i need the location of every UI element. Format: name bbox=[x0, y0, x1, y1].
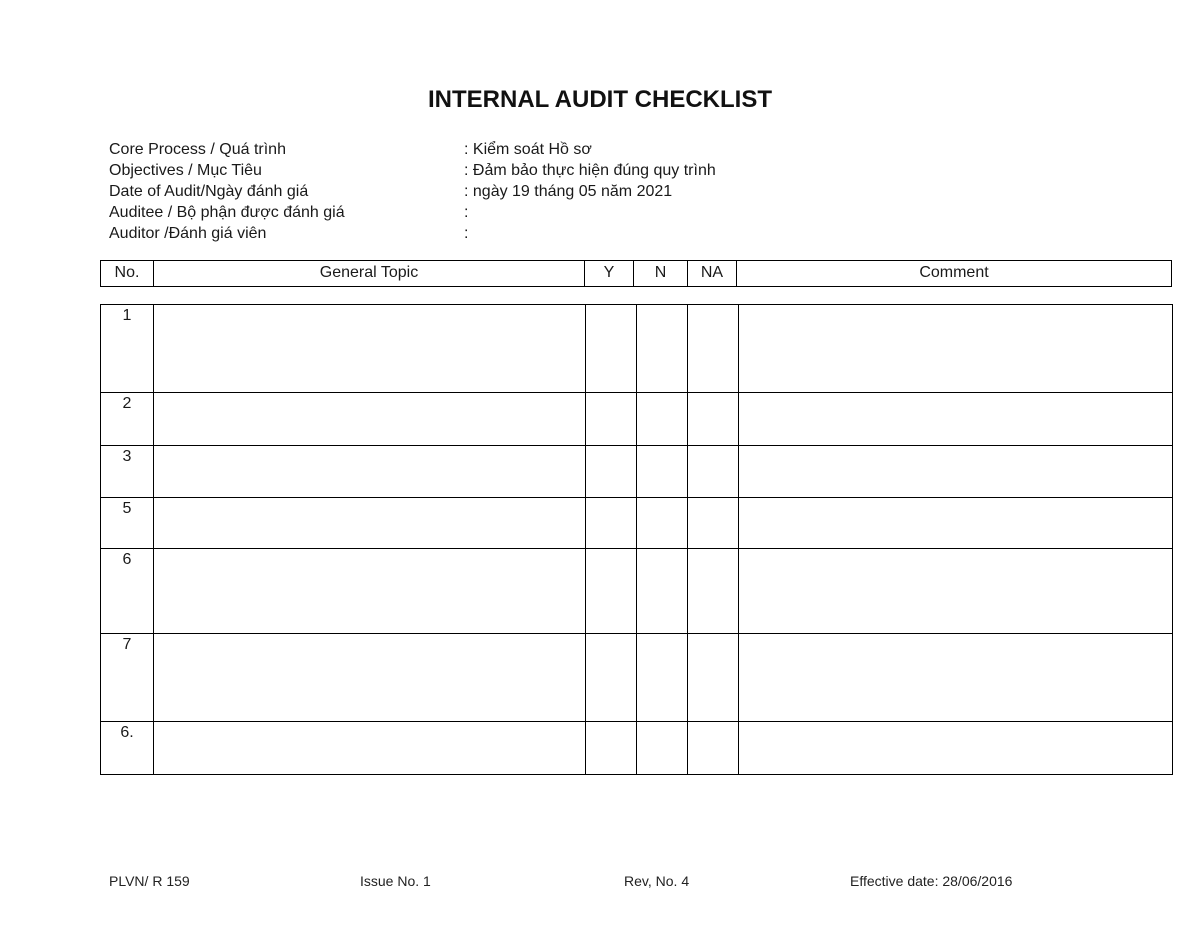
row-number: 6. bbox=[101, 722, 154, 774]
row-number: 3 bbox=[101, 446, 154, 497]
header-na: NA bbox=[688, 261, 737, 286]
audit-info bbox=[109, 139, 716, 244]
effective-date: Effective date: 28/06/2016 bbox=[850, 873, 1013, 889]
no-cell[interactable] bbox=[637, 305, 688, 392]
no-cell[interactable] bbox=[637, 549, 688, 633]
yes-cell[interactable] bbox=[586, 446, 637, 497]
no-cell[interactable] bbox=[637, 634, 688, 721]
row-number: 1 bbox=[101, 305, 154, 392]
auditor-row bbox=[109, 223, 716, 244]
yes-cell[interactable] bbox=[586, 722, 637, 774]
na-cell[interactable] bbox=[688, 634, 739, 721]
comment-cell[interactable] bbox=[739, 446, 1173, 497]
comment-cell[interactable] bbox=[739, 549, 1173, 633]
no-cell[interactable] bbox=[637, 722, 688, 774]
document-title: INTERNAL AUDIT CHECKLIST bbox=[428, 86, 772, 113]
topic-cell[interactable] bbox=[154, 393, 586, 445]
topic-cell[interactable] bbox=[154, 722, 586, 774]
form-code: PLVN/ R 159 bbox=[109, 873, 190, 889]
comment-cell[interactable] bbox=[739, 634, 1173, 721]
comment-cell[interactable] bbox=[739, 722, 1173, 774]
core-process-value: : Kiểm soát Hồ sơ bbox=[464, 141, 592, 158]
table-row bbox=[101, 722, 1173, 775]
table-row bbox=[101, 634, 1173, 722]
no-cell[interactable] bbox=[637, 446, 688, 497]
audit-date-label: Date of Audit/Ngày đánh giá bbox=[109, 183, 309, 200]
core-process-row bbox=[109, 139, 716, 160]
header-general-topic: General Topic bbox=[154, 261, 585, 286]
no-cell[interactable] bbox=[637, 498, 688, 548]
row-number: 6 bbox=[101, 549, 154, 633]
table-row bbox=[101, 393, 1173, 446]
header-comment: Comment bbox=[919, 264, 989, 281]
auditee-label: Auditee / Bộ phận được đánh giá bbox=[109, 204, 345, 221]
na-cell[interactable] bbox=[688, 498, 739, 548]
topic-cell[interactable] bbox=[154, 549, 586, 633]
auditee-value: : bbox=[464, 204, 469, 221]
table-row bbox=[101, 446, 1173, 498]
topic-cell[interactable] bbox=[154, 305, 586, 392]
row-number: 5 bbox=[101, 498, 154, 548]
comment-cell[interactable] bbox=[739, 393, 1173, 445]
issue-number: Issue No. 1 bbox=[360, 873, 431, 889]
comment-cell[interactable] bbox=[739, 305, 1173, 392]
topic-cell[interactable] bbox=[154, 446, 586, 497]
auditor-label: Auditor /Đánh giá viên bbox=[109, 225, 267, 242]
objectives-row bbox=[109, 160, 716, 181]
audit-date-value: : ngày 19 tháng 05 năm 2021 bbox=[464, 183, 673, 200]
row-number: 7 bbox=[101, 634, 154, 721]
auditor-value: : bbox=[464, 225, 469, 242]
table-row bbox=[101, 549, 1173, 634]
table-row bbox=[101, 498, 1173, 549]
na-cell[interactable] bbox=[688, 446, 739, 497]
audit-date-row bbox=[109, 181, 716, 202]
yes-cell[interactable] bbox=[586, 549, 637, 633]
yes-cell[interactable] bbox=[586, 305, 637, 392]
no-cell[interactable] bbox=[637, 393, 688, 445]
comment-cell[interactable] bbox=[739, 498, 1173, 548]
yes-cell[interactable] bbox=[586, 498, 637, 548]
topic-cell[interactable] bbox=[154, 634, 586, 721]
na-cell[interactable] bbox=[688, 549, 739, 633]
topic-cell[interactable] bbox=[154, 498, 586, 548]
header-n: N bbox=[634, 261, 688, 286]
yes-cell[interactable] bbox=[586, 393, 637, 445]
header-y: Y bbox=[585, 261, 634, 286]
yes-cell[interactable] bbox=[586, 634, 637, 721]
objectives-label: Objectives / Mục Tiêu bbox=[109, 162, 262, 179]
na-cell[interactable] bbox=[688, 393, 739, 445]
objectives-value: : Đảm bảo thực hiện đúng quy trình bbox=[464, 162, 716, 179]
row-number: 2 bbox=[101, 393, 154, 445]
revision-number: Rev, No. 4 bbox=[624, 873, 690, 889]
table-header bbox=[100, 260, 1172, 287]
table-row bbox=[101, 305, 1173, 393]
auditee-row bbox=[109, 202, 716, 223]
core-process-label: Core Process / Quá trình bbox=[109, 141, 286, 158]
checklist-table bbox=[100, 304, 1173, 775]
na-cell[interactable] bbox=[688, 722, 739, 774]
na-cell[interactable] bbox=[688, 305, 739, 392]
header-no: No. bbox=[101, 261, 154, 286]
